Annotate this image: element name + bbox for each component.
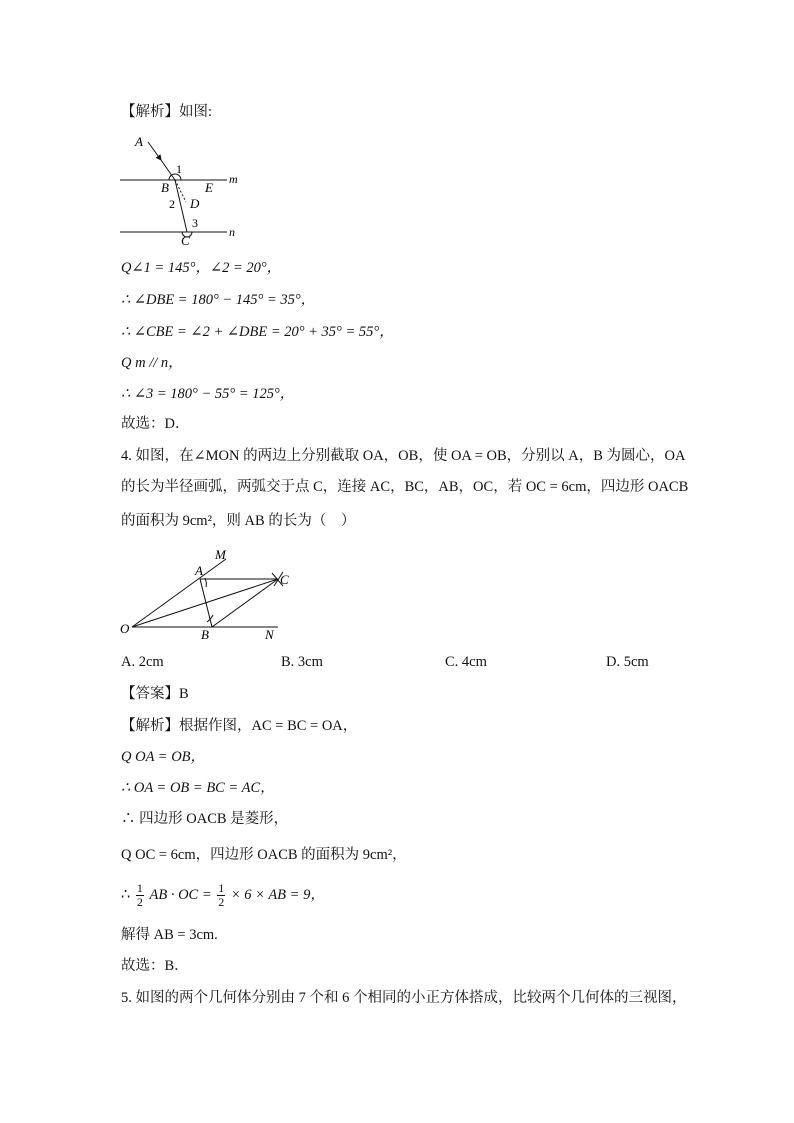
option-c: C. 4cm (445, 654, 487, 670)
solution-heading: 【解析】如图: (121, 104, 213, 120)
sol1-line1: Q∠1 = 145°，∠2 = 20°， (121, 260, 282, 276)
sol1-line2: ∴ ∠DBE = 180° − 145° = 35°， (121, 292, 316, 308)
sol1-line3: ∴ ∠CBE = ∠2 + ∠DBE = 20° + 35° = 55°， (121, 324, 394, 340)
sol1-answer: 故选：D． (121, 416, 190, 432)
label-o: O (120, 621, 130, 636)
label-c: C (280, 572, 289, 587)
dashed-bd (175, 180, 186, 202)
label-1: 1 (176, 162, 182, 176)
q4-sol-line4: ∴ 四边形 OACB 是菱形， (121, 811, 289, 827)
fraction-denominator: 2 (136, 895, 143, 910)
label-b: B (161, 180, 169, 195)
ray-a (148, 142, 161, 160)
q4-sol-line5: Q OC = 6cm，四边形 OACB 的面积为 9cm²， (121, 847, 407, 863)
q4-sol-line6 (121, 880, 325, 910)
label-n: N (265, 627, 274, 642)
q4-sol-line1: 【解析】根据作图，AC = BC = OA， (121, 718, 358, 734)
label-c: C (181, 233, 190, 248)
segment-bc (175, 180, 187, 232)
fraction-half-1 (136, 882, 144, 909)
label-m: m (229, 172, 238, 186)
q4-conclusion: 故选：B． (121, 958, 189, 974)
label-a: A (135, 134, 143, 149)
label-e: E (205, 180, 213, 195)
parallel-lines-figure (115, 130, 255, 250)
option-a: A. 2cm (121, 654, 164, 670)
option-d: D. 5cm (606, 654, 649, 670)
sol1-line4: Q m // n， (121, 355, 183, 371)
q4-sol-line7: 解得 AB = 3cm. (121, 927, 218, 943)
q4-answer: 【答案】B (121, 686, 189, 702)
q4-line1: 4. 如图，在∠MON 的两边上分别截取 OA，OB，使 OA = OB，分别以 A，B 为圆心，OA (121, 448, 686, 464)
label-d: D (190, 196, 200, 211)
segment-oc (132, 579, 278, 627)
fraction-numerator: 1 (218, 881, 225, 896)
rhombus-figure (115, 545, 295, 645)
q4-sol-line2: Q OA = OB， (121, 749, 206, 765)
label-n: n (229, 225, 235, 239)
fraction-numerator: 1 (136, 881, 143, 896)
q4-sol-line3: ∴ OA = OB = BC = AC， (121, 780, 275, 796)
segment-ab (161, 160, 175, 180)
option-b: B. 3cm (281, 654, 323, 670)
label-a: A (195, 563, 203, 578)
sol1-line5: ∴ ∠3 = 180° − 55° = 125°， (121, 386, 295, 402)
label-b: B (201, 627, 209, 642)
label-2: 2 (169, 197, 175, 211)
therefore-symbol: ∴ (121, 887, 131, 903)
equation-part: × 6 × AB = 9， (230, 887, 325, 903)
q5-line1: 5. 如图的两个几何体分别由 7 个和 6 个相同的小正方体搭成，比较两个几何体的三视图， (121, 990, 687, 1006)
fraction-half-2 (217, 882, 225, 909)
label-3: 3 (192, 216, 198, 230)
q4-line2: 的长为半径画弧，两弧交于点 C，连接 AC，BC，AB，OC，若 OC = 6cm，四边形 OACB (121, 479, 689, 495)
fraction-denominator: 2 (218, 895, 225, 910)
segment-bc (212, 579, 278, 627)
q4-line3: 的面积为 9cm²，则 AB 的长为（ ） (121, 513, 356, 529)
equation-part: AB · OC = (149, 887, 212, 903)
label-m: M (215, 547, 226, 562)
